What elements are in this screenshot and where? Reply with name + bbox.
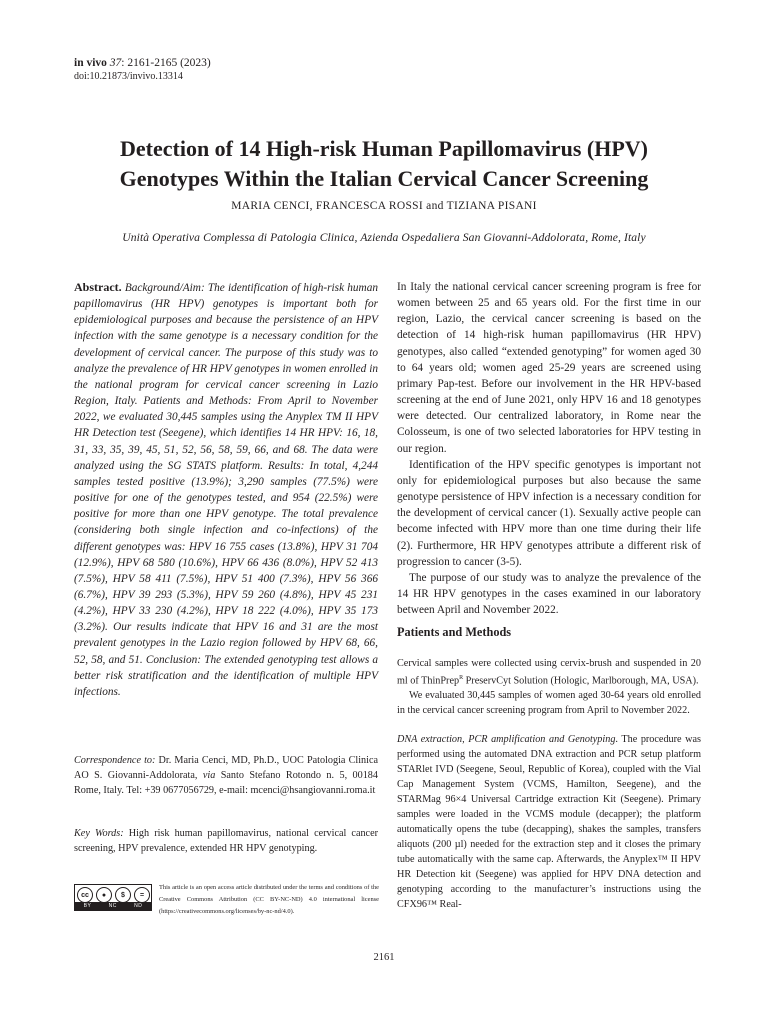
correspondence-text-1: Dr. Maria Cenci, MD, Ph.D., UOC Patologia Clinica AO S. Giovanni-Addolorata,: [74, 755, 378, 781]
journal-citation: [74, 56, 211, 70]
correspondence-label: Correspondence to:: [74, 755, 156, 766]
noderivatives-icon: =: [134, 887, 150, 903]
journal-volume: 37: [109, 57, 122, 69]
authors: MARIA CENCI, FRANCESCA ROSSI and TIZIANA PISANI: [231, 200, 537, 212]
methods-paragraph: [397, 732, 701, 912]
section-heading-methods: Patients and Methods: [397, 625, 512, 639]
affiliation: Unità Operativa Complessa di Patologia Clinica, Azienda Ospedaliera San Giovanni-Addolorata, Rome, Italy: [122, 231, 646, 244]
license-text: This article is an open access article distributed under the terms and conditions of the Creative Commons Attribution (CC BY-NC-ND) 4.0 international license (https://creativecommons.org/licenses/by-nc-nd/4.0).: [159, 884, 379, 915]
methods-text: . The procedure was performed using the automated DNA extraction and PCR setup platform STARlet IVD (Seegene, Seoul, Republic of Korea), coupled with the Vial Cap Management System (VCMS, Hamilton, Seegene), and the STARMag 96×4 Universal Cartridge extraction Kit (Seegene). Primary samples were loaded in the VCMS module (decapper); the platform automatically opens the tube (decapping), shakes the samples, transfers aliquots (200 µl) needed for the extraction step and it closes the primary tube automatically with the same cap. Afterwards, the Anyplex™ II HPV HR Detection kit (Seegene) was applied for HPV DNA detection and genotyping according to the manufacturer’s instructions using the CFX96™ Real-: [397, 734, 701, 911]
intro-paragraph: Identification of the HPV specific genotypes is important not only for epidemiological purposes but also because the same genotype persistence of HPV infection is a necessary condition for the development of cervical cancer (1). Sexually active people can become infected with HPV more than one time during their life (2). Furthermore, HR HPV genotypes attribute a different risk of progression to cancer (3-5).: [397, 458, 701, 568]
cc-badge-label: BY: [83, 903, 92, 909]
keywords-text: High risk human papillomavirus, national cervical cancer screening, HPV prevalence, extended HR HPV genotyping.: [74, 828, 378, 854]
subsection-lead: DNA extraction, PCR amplification and Genotyping: [397, 734, 616, 746]
cc-badge-labels: [75, 902, 151, 910]
correspondence-via: via: [202, 770, 216, 781]
abstract-text: Background/Aim: The identification of high-risk human papillomavirus (HR HPV) genotypes is important both for epidemiological purposes and because the persistence of an HPV infection with the same genotype is a necessary condition for the development of cervical cancer. The purpose of this study was to analyze the prevalence of HR HPV genotypes in women enrolled in the national program for cervical cancer screening in Lazio Region, Italy. Patients and Methods: From April to November 2022, we evaluated 30,445 samples using the Anyplex TM II HPV HR Detection test (Seegene), which identifies 14 HR HPV: 16, 18, 31, 33, 35, 39, 45, 51, 52, 56, 58, 59, 66, and 68. The data were analyzed using the SG STATS platform. Results: In total, 4,244 samples tested positive (13.9%); 3,290 samples (77.5%) were positive for one of the genotypes tested, and 954 (22.5%) were positive for more than one HPV genotype. The total prevalence (considering both single infection and co-infections) of the different genotypes was: HPV 16 755 cases (13.8%), HPV 31 704 (12.9%), HPV 68 580 (10.6%), HPV 66 436 (8.0%), HPV 52 413 (7.5%), HPV 58 411 (7.5%), HPV 51 400 (7.3%), HPV 56 366 (6.7%), HPV 39 293 (5.3%), HPV 59 260 (4.8%), HPV 45 231 (4.2%), HPV 33 230 (4.2%), HPV 18 222 (4.0%), HPV 35 173 (3.2%). Our results indicate that HPV 16 and 31 are the most prevalent genotypes in the Lazio region followed by HPV 68, 66, 52, 58, and 51. Conclusion: The extended genotyping test allows a better risk stratification and the identification of multiple HPV infections.: [74, 282, 378, 698]
methods-text: PreservCyt Solution (Hologic, Marlborough, MA, USA).: [463, 675, 699, 687]
journal-pages-year: : 2161-2165 (2023): [121, 57, 211, 69]
methods-body: [397, 656, 701, 912]
journal-name: in vivo: [74, 57, 107, 69]
noncommercial-icon: $: [115, 887, 131, 903]
title-line-1: Detection of 14 High-risk Human Papillomavirus (HPV): [120, 136, 648, 161]
keywords: [74, 826, 378, 856]
correspondence: [74, 753, 378, 798]
page-number: 2161: [373, 952, 395, 963]
article-title: [60, 134, 708, 194]
cc-license-badge[interactable]: [74, 884, 152, 911]
methods-paragraph: We evaluated 30,445 samples of women aged 30-64 years old enrolled in the cervical cancer screening program from April to November 2022.: [397, 690, 701, 717]
intro-paragraph: The purpose of our study was to analyze the prevalence of the 14 HR HPV genotypes in the cases examined in our laboratory between April and November 2022.: [397, 571, 701, 617]
title-line-2: Genotypes Within the Italian Cervical Cancer Screening: [119, 166, 649, 191]
by-person-icon: ●: [96, 887, 112, 903]
abstract: [74, 279, 378, 700]
methods-text: Cervical samples were collected using cervix-brush and suspended in 20 ml of ThinPrep: [397, 658, 701, 687]
cc-icon: cc: [77, 887, 93, 903]
intro-paragraph: In Italy the national cervical cancer screening program is free for women between 25 and 65 years old. For the first time in our region, Lazio, the cervical cancer screening is based on the detection of 14 high-risk human papillomavirus (HR HPV) genotypes, also called “extended genotyping” for women aged 30 to 64 years old; women aged 25-29 years are screened using primary Pap-test. Before our involvement in the HR HPV-based screening at the end of June 2021, only HPV 16 and 18 genotypes were detected. Our centralized laboratory, in Rome near the Colosseum, is one of two selected laboratories for HPV testing in our region.: [397, 281, 701, 455]
left-column: [74, 279, 378, 700]
methods-paragraph: [397, 656, 701, 688]
abstract-lead: Abstract.: [74, 280, 122, 294]
correspondence-text-2: Santo Stefano Rotondo n. 5, 00184 Rome, Italy. Tel: +39 0677056729, e-mail: mcenci@hsangiovanni.roma.it: [74, 770, 378, 796]
keywords-label: Key Words:: [74, 828, 124, 839]
trademark-superscript: R: [459, 675, 464, 681]
cc-badge-label: ND: [134, 903, 143, 909]
doi[interactable]: doi:10.21873/invivo.13314: [74, 71, 183, 82]
right-column: [397, 279, 701, 911]
cc-badge-label: NC: [108, 903, 117, 909]
